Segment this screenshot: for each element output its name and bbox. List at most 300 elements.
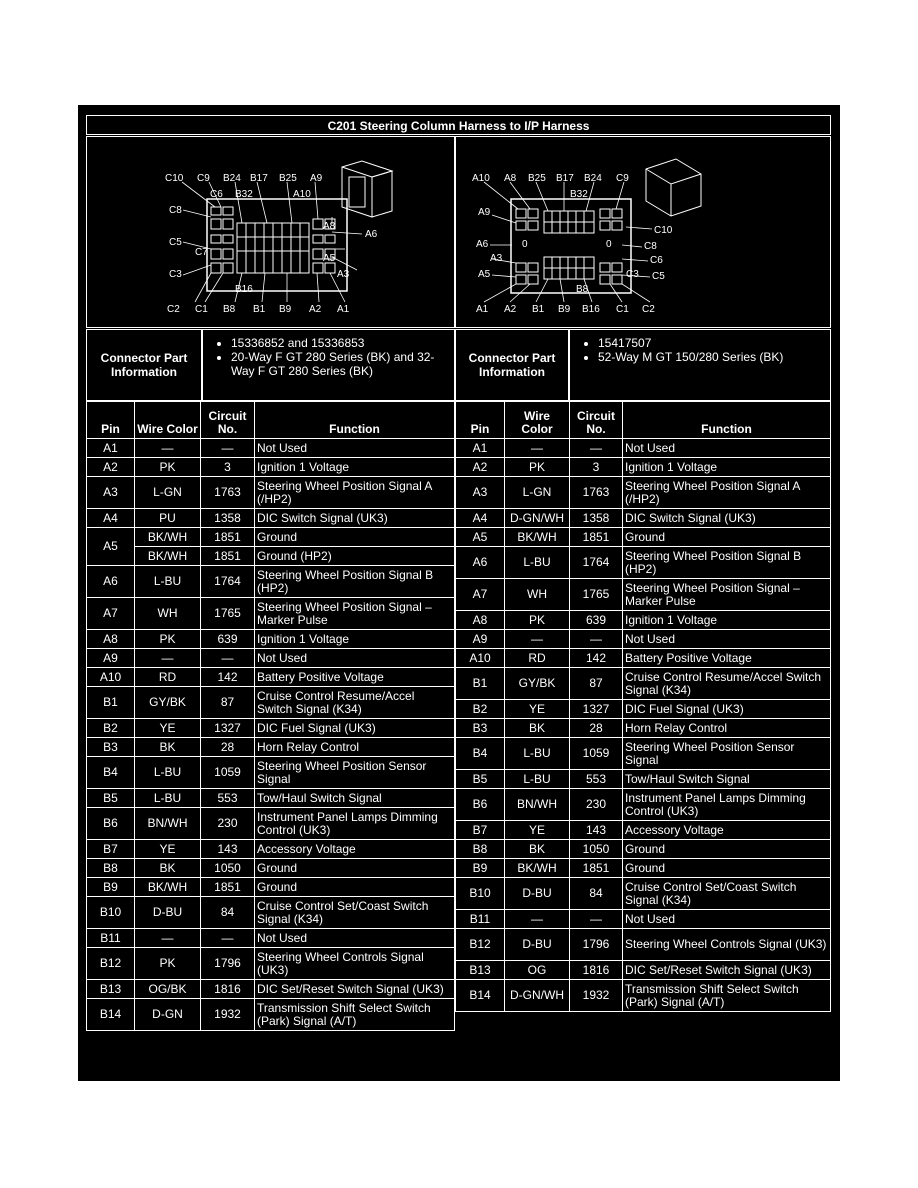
function-cell: Cruise Control Resume/Accel Switch Signal (K34) [623, 668, 831, 700]
table-row [456, 910, 831, 929]
pin-cell: A1 [87, 439, 135, 458]
wire-color-cell: D-GN/WH [505, 509, 570, 528]
diagram-label: B16 [235, 284, 253, 295]
diagram-label: A1 [337, 304, 350, 315]
diagram-label: C5 [652, 271, 665, 282]
wire-color-cell: D-BU [135, 897, 201, 929]
function-cell: DIC Switch Signal (UK3) [623, 509, 831, 528]
diagram-label: B9 [558, 304, 571, 315]
pin-cell: B2 [456, 700, 505, 719]
table-row [456, 878, 831, 910]
circuit-cell: 1358 [570, 509, 623, 528]
wire-color-cell: D-BU [505, 929, 570, 961]
pin-cell: B6 [87, 808, 135, 840]
pin-cell: B11 [456, 910, 505, 929]
wire-color-cell: BK/WH [135, 547, 201, 566]
table-row [456, 668, 831, 700]
function-cell: Transmission Shift Select Switch (Park) Signal (A/T) [255, 999, 455, 1031]
wire-color-cell: — [505, 630, 570, 649]
circuit-cell: 1764 [201, 566, 255, 598]
circuit-cell: 84 [201, 897, 255, 929]
function-cell: Ground (HP2) [255, 547, 455, 566]
connector-info-label: Connector Part Information [455, 329, 569, 401]
function-cell: Not Used [623, 910, 831, 929]
pin-cell: A2 [456, 458, 505, 477]
table-row [87, 999, 455, 1031]
function-cell: Cruise Control Resume/Accel Switch Signal (K34) [255, 687, 455, 719]
circuit-cell: 1851 [570, 528, 623, 547]
function-cell: Not Used [255, 929, 455, 948]
pin-cell: B4 [456, 738, 505, 770]
diagram-label: C2 [642, 304, 655, 315]
diagram-label: C6 [650, 255, 663, 266]
function-cell: DIC Fuel Signal (UK3) [623, 700, 831, 719]
diagram-label: A5 [323, 253, 336, 264]
wire-color-cell: L-BU [505, 547, 570, 579]
diagram-label: A5 [478, 269, 491, 280]
circuit-cell: 230 [570, 789, 623, 821]
table-row [87, 630, 455, 649]
diagram-label: 0 [522, 239, 528, 250]
circuit-cell: 3 [570, 458, 623, 477]
table-row [87, 878, 455, 897]
circuit-cell: 1050 [570, 840, 623, 859]
circuit-cell: 1059 [201, 757, 255, 789]
wire-color-cell: YE [135, 719, 201, 738]
circuit-cell: — [201, 649, 255, 668]
table-row [456, 738, 831, 770]
table-row [87, 566, 455, 598]
circuit-cell: 1796 [201, 948, 255, 980]
pin-cell: A9 [456, 630, 505, 649]
diagram-label: A8 [504, 173, 517, 184]
diagram-label: A6 [476, 239, 489, 250]
function-cell: Not Used [623, 439, 831, 458]
wire-color-cell: GY/BK [505, 668, 570, 700]
pin-cell: B1 [456, 668, 505, 700]
table-row [87, 477, 455, 509]
pin-cell: B7 [456, 821, 505, 840]
pin-cell: B9 [87, 878, 135, 897]
table-row [456, 649, 831, 668]
table-row [87, 547, 455, 566]
function-cell: DIC Set/Reset Switch Signal (UK3) [255, 980, 455, 999]
function-cell: DIC Switch Signal (UK3) [255, 509, 455, 528]
pin-cell: A1 [456, 439, 505, 458]
function-cell: Transmission Shift Select Switch (Park) Signal (A/T) [623, 980, 831, 1012]
diagram-label: C7 [195, 247, 208, 258]
diagram-label: A9 [478, 207, 491, 218]
function-cell: Tow/Haul Switch Signal [255, 789, 455, 808]
table-row [456, 630, 831, 649]
circuit-cell: 142 [201, 668, 255, 687]
circuit-cell: 87 [201, 687, 255, 719]
diagram-label: C3 [169, 269, 182, 280]
diagram-label: A9 [310, 173, 323, 184]
table-row [456, 840, 831, 859]
diagram-label: B25 [279, 173, 297, 184]
pin-cell: A3 [87, 477, 135, 509]
pin-cell: A9 [87, 649, 135, 668]
wire-color-cell: D-BU [505, 878, 570, 910]
pin-cell: B7 [87, 840, 135, 859]
wire-color-cell: PK [505, 611, 570, 630]
function-cell: Ignition 1 Voltage [623, 458, 831, 477]
wire-color-cell: D-GN/WH [505, 980, 570, 1012]
table-row [87, 980, 455, 999]
wire-color-cell: L-BU [505, 738, 570, 770]
left-connector-diagram [86, 136, 455, 328]
function-cell: Instrument Panel Lamps Dimming Control (UK3) [255, 808, 455, 840]
diagram-label: B32 [235, 189, 253, 200]
connector-info-value [569, 329, 831, 401]
pin-cell: B1 [87, 687, 135, 719]
table-row [87, 687, 455, 719]
table-row [87, 528, 455, 547]
function-cell: Steering Wheel Position Sensor Signal [623, 738, 831, 770]
circuit-cell: 1816 [570, 961, 623, 980]
circuit-cell: 1851 [201, 547, 255, 566]
table-row [456, 477, 831, 509]
pin-cell: B12 [456, 929, 505, 961]
wire-color-cell: — [135, 439, 201, 458]
wire-color-cell: YE [135, 840, 201, 859]
circuit-cell: 143 [201, 840, 255, 859]
wire-color-cell: PU [135, 509, 201, 528]
circuit-cell: 84 [570, 878, 623, 910]
pin-cell: B11 [87, 929, 135, 948]
wire-color-cell: OG [505, 961, 570, 980]
diagram-label: B24 [223, 173, 241, 184]
wire-color-cell: — [505, 910, 570, 929]
circuit-cell: 553 [201, 789, 255, 808]
function-cell: Steering Wheel Position Signal A (/HP2) [623, 477, 831, 509]
table-row [87, 897, 455, 929]
function-cell: Steering Wheel Position Signal B (HP2) [623, 547, 831, 579]
diagram-label: B8 [576, 284, 589, 295]
diagram-label: B24 [584, 173, 602, 184]
function-cell: Ignition 1 Voltage [255, 630, 455, 649]
function-cell: Ground [255, 528, 455, 547]
table-row [456, 458, 831, 477]
diagram-label: C2 [167, 304, 180, 315]
table-row [456, 929, 831, 961]
part-number: • 15336852 and 15336853 [231, 336, 448, 350]
pin-cell: B13 [456, 961, 505, 980]
part-description: • 52-Way M GT 150/280 Series (BK) [598, 350, 824, 364]
function-cell: Accessory Voltage [255, 840, 455, 859]
table-row [87, 598, 455, 630]
circuit-cell: — [570, 630, 623, 649]
table-row [87, 948, 455, 980]
function-cell: Steering Wheel Position Sensor Signal [255, 757, 455, 789]
diagram-label: C8 [644, 241, 657, 252]
diagram-label: A8 [323, 221, 336, 232]
table-row [87, 439, 455, 458]
pin-cell: A8 [456, 611, 505, 630]
circuit-cell: 142 [570, 649, 623, 668]
circuit-cell: 1765 [201, 598, 255, 630]
table-row [87, 929, 455, 948]
wire-color-cell: YE [505, 700, 570, 719]
part-number: • 15417507 [598, 336, 824, 350]
circuit-cell: 1059 [570, 738, 623, 770]
diagram-label: C9 [616, 173, 629, 184]
diagram-label: B9 [279, 304, 292, 315]
diagram-label: A3 [490, 253, 503, 264]
wire-color-cell: PK [135, 458, 201, 477]
diagram-label: C1 [616, 304, 629, 315]
function-cell: Not Used [623, 630, 831, 649]
wire-color-cell: L-GN [135, 477, 201, 509]
wire-color-cell: L-GN [505, 477, 570, 509]
circuit-cell: 1050 [201, 859, 255, 878]
circuit-cell: 553 [570, 770, 623, 789]
table-row [87, 458, 455, 477]
circuit-cell: — [201, 439, 255, 458]
diagram-label: A3 [337, 269, 350, 280]
circuit-cell: 1765 [570, 579, 623, 611]
function-cell: Horn Relay Control [255, 738, 455, 757]
diagram-label: A10 [472, 173, 490, 184]
wire-color-cell: PK [135, 948, 201, 980]
wire-color-cell: — [505, 439, 570, 458]
diagram-label: B17 [250, 173, 268, 184]
function-cell: Ground [623, 840, 831, 859]
function-cell: Steering Wheel Position Signal B (HP2) [255, 566, 455, 598]
pin-header: Pin [87, 402, 135, 439]
wire-color-cell: BK/WH [505, 859, 570, 878]
wire-color-cell: BK [135, 859, 201, 878]
diagram-label: B16 [582, 304, 600, 315]
pin-cell: B2 [87, 719, 135, 738]
circuit-cell: — [201, 929, 255, 948]
diagram-label: 0 [606, 239, 612, 250]
function-cell: Ignition 1 Voltage [255, 458, 455, 477]
circuit-cell: 1932 [570, 980, 623, 1012]
diagram-label: C10 [165, 173, 184, 184]
diagram-label: C5 [169, 237, 182, 248]
pin-cell: B13 [87, 980, 135, 999]
wire-color-header: Wire Color [505, 402, 570, 439]
pin-cell: A10 [87, 668, 135, 687]
wire-color-cell: L-BU [135, 757, 201, 789]
table-row [87, 859, 455, 878]
table-row [456, 579, 831, 611]
diagram-label: A2 [504, 304, 517, 315]
pin-cell: B12 [87, 948, 135, 980]
diagram-label: C10 [654, 225, 673, 236]
wire-color-cell: OG/BK [135, 980, 201, 999]
wire-color-cell: BN/WH [135, 808, 201, 840]
wire-color-cell: — [135, 929, 201, 948]
table-row [456, 961, 831, 980]
right-pin-table [455, 401, 831, 1012]
pin-cell: A5 [456, 528, 505, 547]
circuit-cell: 1763 [201, 477, 255, 509]
pin-cell: A7 [456, 579, 505, 611]
function-cell: Not Used [255, 649, 455, 668]
pin-cell: B5 [456, 770, 505, 789]
function-cell: Ignition 1 Voltage [623, 611, 831, 630]
function-cell: Steering Wheel Position Signal – Marker Pulse [255, 598, 455, 630]
wire-color-cell: WH [135, 598, 201, 630]
pin-cell: B10 [456, 878, 505, 910]
connector-info-label: Connector Part Information [86, 329, 202, 401]
wire-color-cell: BK [505, 840, 570, 859]
circuit-cell: 1358 [201, 509, 255, 528]
diagram-label: A1 [476, 304, 489, 315]
function-cell: DIC Fuel Signal (UK3) [255, 719, 455, 738]
pin-cell: A4 [456, 509, 505, 528]
pin-cell: A7 [87, 598, 135, 630]
wire-color-cell: — [135, 649, 201, 668]
part-description: • 20-Way F GT 280 Series (BK) and 32-Way F GT 280 Series (BK) [231, 350, 448, 378]
circuit-header: Circuit No. [201, 402, 255, 439]
wire-color-cell: WH [505, 579, 570, 611]
function-cell: Horn Relay Control [623, 719, 831, 738]
table-row [456, 980, 831, 1012]
left-connector-drawing [87, 137, 454, 327]
circuit-cell: 1851 [570, 859, 623, 878]
diagram-label: B1 [532, 304, 545, 315]
left-pin-table [86, 401, 455, 1031]
circuit-header: Circuit No. [570, 402, 623, 439]
wire-color-cell: GY/BK [135, 687, 201, 719]
circuit-cell: 1327 [201, 719, 255, 738]
table-row [87, 840, 455, 859]
connector-panel [78, 105, 840, 1081]
pin-cell: B14 [456, 980, 505, 1012]
table-row [87, 808, 455, 840]
table-row [456, 611, 831, 630]
table-row [456, 789, 831, 821]
diagram-label: C3 [626, 269, 639, 280]
wire-color-cell: YE [505, 821, 570, 840]
pin-cell: A2 [87, 458, 135, 477]
table-row [456, 439, 831, 458]
table-row [87, 719, 455, 738]
diagram-label: C9 [197, 173, 210, 184]
circuit-cell: 1763 [570, 477, 623, 509]
table-row [456, 770, 831, 789]
wire-color-cell: L-BU [135, 566, 201, 598]
circuit-cell: — [570, 439, 623, 458]
right-connector-drawing [456, 137, 830, 327]
wire-color-cell: BK/WH [135, 528, 201, 547]
function-cell: Cruise Control Set/Coast Switch Signal (K34) [255, 897, 455, 929]
function-cell: Steering Wheel Position Signal A (/HP2) [255, 477, 455, 509]
circuit-cell: 639 [201, 630, 255, 649]
circuit-cell: 87 [570, 668, 623, 700]
circuit-cell: 28 [201, 738, 255, 757]
circuit-cell: 639 [570, 611, 623, 630]
pin-cell: B6 [456, 789, 505, 821]
diagram-label: C8 [169, 205, 182, 216]
table-row [456, 859, 831, 878]
pin-cell: B5 [87, 789, 135, 808]
pin-cell: B3 [456, 719, 505, 738]
table-row [87, 668, 455, 687]
pin-header: Pin [456, 402, 505, 439]
wire-color-cell: PK [135, 630, 201, 649]
table-row [456, 821, 831, 840]
function-cell: Not Used [255, 439, 455, 458]
function-cell: Accessory Voltage [623, 821, 831, 840]
circuit-cell: 1327 [570, 700, 623, 719]
diagram-label: B17 [556, 173, 574, 184]
table-row [87, 509, 455, 528]
function-cell: DIC Set/Reset Switch Signal (UK3) [623, 961, 831, 980]
function-cell: Steering Wheel Controls Signal (UK3) [623, 929, 831, 961]
pin-cell: B8 [87, 859, 135, 878]
wire-color-cell: BK/WH [505, 528, 570, 547]
table-row [456, 547, 831, 579]
diagram-label: C1 [195, 304, 208, 315]
function-cell: Battery Positive Voltage [623, 649, 831, 668]
table-row [87, 757, 455, 789]
circuit-cell: 1816 [201, 980, 255, 999]
diagram-label: A10 [293, 189, 311, 200]
table-row [456, 700, 831, 719]
circuit-cell: 3 [201, 458, 255, 477]
pin-cell: A10 [456, 649, 505, 668]
table-row [456, 509, 831, 528]
function-cell: Steering Wheel Controls Signal (UK3) [255, 948, 455, 980]
function-cell: Ground [623, 859, 831, 878]
pin-cell: B8 [456, 840, 505, 859]
wire-color-cell: D-GN [135, 999, 201, 1031]
table-row [87, 738, 455, 757]
function-cell: Ground [255, 859, 455, 878]
pin-cell: B3 [87, 738, 135, 757]
wire-color-header: Wire Color [135, 402, 201, 439]
function-header: Function [255, 402, 455, 439]
diagram-label: C6 [210, 189, 223, 200]
function-header: Function [623, 402, 831, 439]
circuit-cell: 230 [201, 808, 255, 840]
table-row [87, 649, 455, 668]
function-cell: Ground [623, 528, 831, 547]
wire-color-cell: RD [505, 649, 570, 668]
diagram-label: B1 [253, 304, 266, 315]
wire-color-cell: L-BU [135, 789, 201, 808]
circuit-cell: 1851 [201, 528, 255, 547]
right-connector-diagram [455, 136, 831, 328]
right-connector-info [455, 329, 831, 401]
pin-cell: B9 [456, 859, 505, 878]
function-cell: Ground [255, 878, 455, 897]
wire-color-cell: BK/WH [135, 878, 201, 897]
diagram-label: B32 [570, 189, 588, 200]
pin-cell: A8 [87, 630, 135, 649]
table-row [456, 719, 831, 738]
pin-cell: A6 [87, 566, 135, 598]
wire-color-cell: BK [135, 738, 201, 757]
pin-cell: B4 [87, 757, 135, 789]
pin-cell: A4 [87, 509, 135, 528]
circuit-cell: 28 [570, 719, 623, 738]
function-cell: Cruise Control Set/Coast Switch Signal (K34) [623, 878, 831, 910]
circuit-cell: — [570, 910, 623, 929]
pin-cell: B10 [87, 897, 135, 929]
wire-color-cell: BN/WH [505, 789, 570, 821]
function-cell: Instrument Panel Lamps Dimming Control (UK3) [623, 789, 831, 821]
circuit-cell: 1796 [570, 929, 623, 961]
diagram-label: B25 [528, 173, 546, 184]
wire-color-cell: PK [505, 458, 570, 477]
circuit-cell: 1932 [201, 999, 255, 1031]
